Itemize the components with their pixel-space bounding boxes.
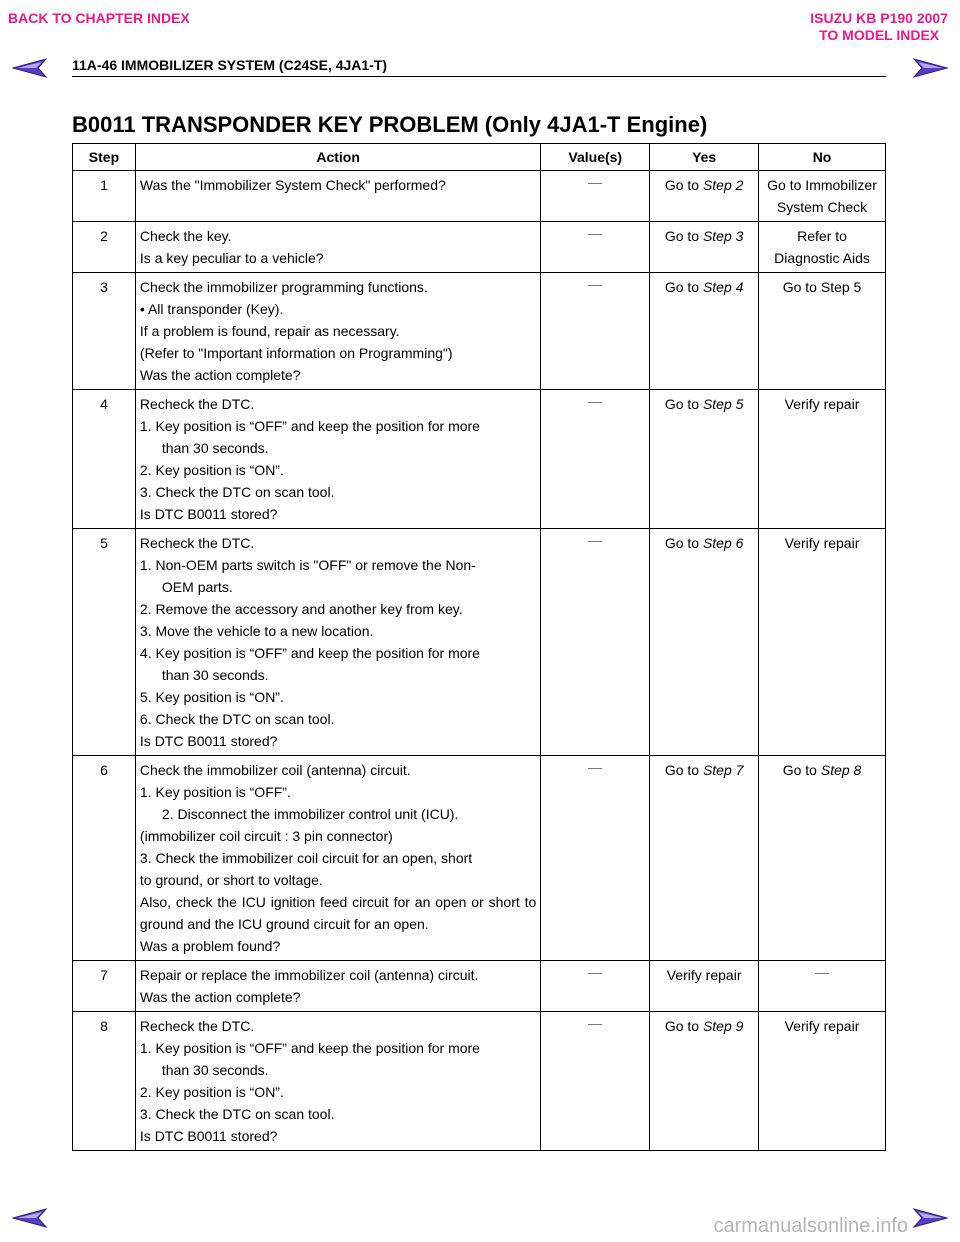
section-header: 11A-46 IMMOBILIZER SYSTEM (C24SE, 4JA1-T) (72, 57, 388, 73)
dash-icon (588, 183, 602, 184)
value-cell (541, 390, 650, 529)
action-line: 2. Disconnect the immobilizer control unit (ICU). (161, 806, 459, 822)
no-cell-text: Go to Step 5 (782, 279, 862, 295)
yes-cell-step-ref: Step 2 (702, 177, 744, 193)
action-cell (135, 756, 540, 961)
action-line: Was the action complete? (139, 367, 301, 383)
table-row (73, 756, 886, 961)
no-cell (759, 273, 886, 390)
value-cell (541, 961, 650, 1012)
yes-cell-step-ref: Step 9 (702, 1018, 744, 1034)
dash-icon (588, 402, 602, 403)
action-line: 3. Check the DTC on scan tool. (139, 484, 335, 500)
action-line: (immobilizer coil circuit : 3 pin connector) (139, 828, 393, 844)
action-cell (135, 529, 540, 756)
dash-icon (588, 973, 602, 974)
no-cell (759, 171, 886, 222)
action-line: Was the "Immobilizer System Check" performed? (139, 177, 446, 193)
to-model-index[interactable]: TO MODEL INDEX (819, 27, 940, 43)
action-line: 5. Key position is “ON”. (139, 689, 284, 705)
yes-cell-step-ref: Step 4 (702, 279, 744, 295)
no-cell (759, 756, 886, 961)
table-row (73, 529, 886, 756)
prev-page-arrow-icon[interactable] (12, 58, 48, 78)
no-cell (759, 529, 886, 756)
no-cell-text: Verify repair (784, 396, 860, 412)
dash-icon (588, 234, 602, 235)
action-line: than 30 seconds. (161, 667, 269, 683)
no-cell (759, 1012, 886, 1151)
yes-cell-text: Go to (664, 228, 703, 244)
col-header-action: Action (135, 144, 540, 171)
action-line: than 30 seconds. (161, 440, 269, 456)
action-line: than 30 seconds. (161, 1062, 269, 1078)
dash-icon (588, 1024, 602, 1025)
col-header-no: No (759, 144, 886, 171)
action-line: Recheck the DTC. (139, 1018, 255, 1034)
action-line: 3. Check the immobilizer coil circuit for an open, short (139, 850, 473, 866)
next-page-arrow-bottom-icon[interactable] (912, 1208, 948, 1228)
action-line: Repair or replace the immobilizer coil (antenna) circuit. (139, 967, 479, 983)
yes-cell-text: Verify repair (666, 967, 742, 983)
action-line: 2. Key position is “ON”. (139, 1084, 284, 1100)
action-line: Is DTC B0011 stored? (139, 506, 278, 522)
yes-cell-text: Go to (664, 762, 703, 778)
dash-icon (588, 768, 602, 769)
value-cell (541, 171, 650, 222)
action-line: 1. Key position is “OFF” and keep the position for more (139, 418, 480, 434)
yes-cell-step-ref: Step 6 (702, 535, 744, 551)
step-number: 2 (73, 222, 136, 273)
yes-cell (650, 171, 759, 222)
dash-icon (588, 541, 602, 542)
yes-cell (650, 756, 759, 961)
action-line: Check the immobilizer coil (antenna) circuit. (139, 762, 411, 778)
no-cell-step-ref: Step 8 (820, 762, 862, 778)
yes-cell (650, 1012, 759, 1151)
yes-cell-text: Go to (664, 396, 703, 412)
action-line: to ground, or short to voltage. (139, 872, 323, 888)
step-number: 8 (73, 1012, 136, 1151)
step-number: 3 (73, 273, 136, 390)
diagnostic-table (72, 143, 886, 1151)
action-line: 1. Key position is “OFF”. (139, 784, 291, 800)
action-line: 2. Key position is “ON”. (139, 462, 284, 478)
prev-page-arrow-bottom-icon[interactable] (12, 1208, 48, 1228)
table-row (73, 1012, 886, 1151)
action-cell (135, 961, 540, 1012)
action-line: (Refer to "Important information on Programming") (139, 345, 453, 361)
action-cell (135, 1012, 540, 1151)
no-cell (759, 222, 886, 273)
no-cell (759, 961, 886, 1012)
table-header-row (73, 144, 886, 171)
model-name[interactable]: ISUZU KB P190 2007 (810, 10, 948, 26)
action-line: 4. Key position is “OFF” and keep the position for more (139, 645, 480, 661)
step-number: 5 (73, 529, 136, 756)
yes-cell-text: Go to (664, 535, 703, 551)
no-cell (759, 390, 886, 529)
page-title: B0011 TRANSPONDER KEY PROBLEM (Only 4JA1-T Engine) (72, 112, 708, 137)
yes-cell (650, 529, 759, 756)
yes-cell-step-ref: Step 5 (702, 396, 744, 412)
action-line: 3. Move the vehicle to a new location. (139, 623, 374, 639)
step-number: 7 (73, 961, 136, 1012)
action-line: 6. Check the DTC on scan tool. (139, 711, 335, 727)
step-number: 1 (73, 171, 136, 222)
action-line: 1. Key position is “OFF” and keep the position for more (139, 1040, 480, 1056)
no-cell-text: Verify repair (784, 1018, 860, 1034)
col-header-values: Value(s) (541, 144, 650, 171)
no-cell-text: Refer to Diagnostic Aids (774, 228, 870, 266)
table-row (73, 390, 886, 529)
action-line: Is a key peculiar to a vehicle? (139, 250, 324, 266)
dash-icon (815, 973, 829, 974)
step-number: 4 (73, 390, 136, 529)
value-cell (541, 273, 650, 390)
action-line: Recheck the DTC. (139, 535, 255, 551)
back-to-chapter-index-link[interactable]: BACK TO CHAPTER INDEX (8, 10, 190, 26)
next-page-arrow-icon[interactable] (912, 58, 948, 78)
value-cell (541, 222, 650, 273)
table-row (73, 273, 886, 390)
action-line: OEM parts. (161, 579, 233, 595)
action-line: • All transponder (Key). (139, 301, 284, 317)
action-line: 3. Check the DTC on scan tool. (139, 1106, 335, 1122)
yes-cell (650, 390, 759, 529)
action-line: Was a problem found? (139, 938, 281, 954)
value-cell (541, 1012, 650, 1151)
action-line: 1. Non-OEM parts switch is "OFF" or remove the Non- (139, 557, 476, 573)
action-cell (135, 390, 540, 529)
table-row (73, 961, 886, 1012)
action-cell (135, 171, 540, 222)
yes-cell-text: Go to (664, 1018, 703, 1034)
action-line: Check the key. (139, 228, 232, 244)
no-cell-text: Go to Immobilizer System Check (767, 177, 877, 215)
action-cell (135, 273, 540, 390)
action-line: Is DTC B0011 stored? (139, 1128, 278, 1144)
col-header-yes: Yes (650, 144, 759, 171)
no-cell-text: Verify repair (784, 535, 860, 551)
value-cell (541, 756, 650, 961)
table-row (73, 171, 886, 222)
yes-cell (650, 222, 759, 273)
no-cell-text: Go to (782, 762, 821, 778)
model-index-link[interactable] (810, 10, 948, 44)
table-row (73, 222, 886, 273)
yes-cell (650, 273, 759, 390)
action-line: If a problem is found, repair as necessary. (139, 323, 400, 339)
dash-icon (588, 285, 602, 286)
step-number: 6 (73, 756, 136, 961)
watermark: carmanualsonline.info (713, 1215, 908, 1237)
action-line: Recheck the DTC. (139, 396, 255, 412)
yes-cell (650, 961, 759, 1012)
action-line: Check the immobilizer programming functions. (139, 279, 428, 295)
action-line: Is DTC B0011 stored? (139, 733, 278, 749)
action-line: Also, check the ICU ignition feed circuit for an open or short to ground and the ICU ground circuit for an open. (139, 894, 537, 932)
action-cell (135, 222, 540, 273)
action-line: 2. Remove the accessory and another key from key. (139, 601, 463, 617)
value-cell (541, 529, 650, 756)
action-line: Was the action complete? (139, 989, 301, 1005)
col-header-step: Step (73, 144, 136, 171)
yes-cell-step-ref: Step 3 (702, 228, 744, 244)
yes-cell-text: Go to (664, 177, 703, 193)
yes-cell-text: Go to (664, 279, 703, 295)
yes-cell-step-ref: Step 7 (702, 762, 744, 778)
header-divider (72, 76, 886, 77)
